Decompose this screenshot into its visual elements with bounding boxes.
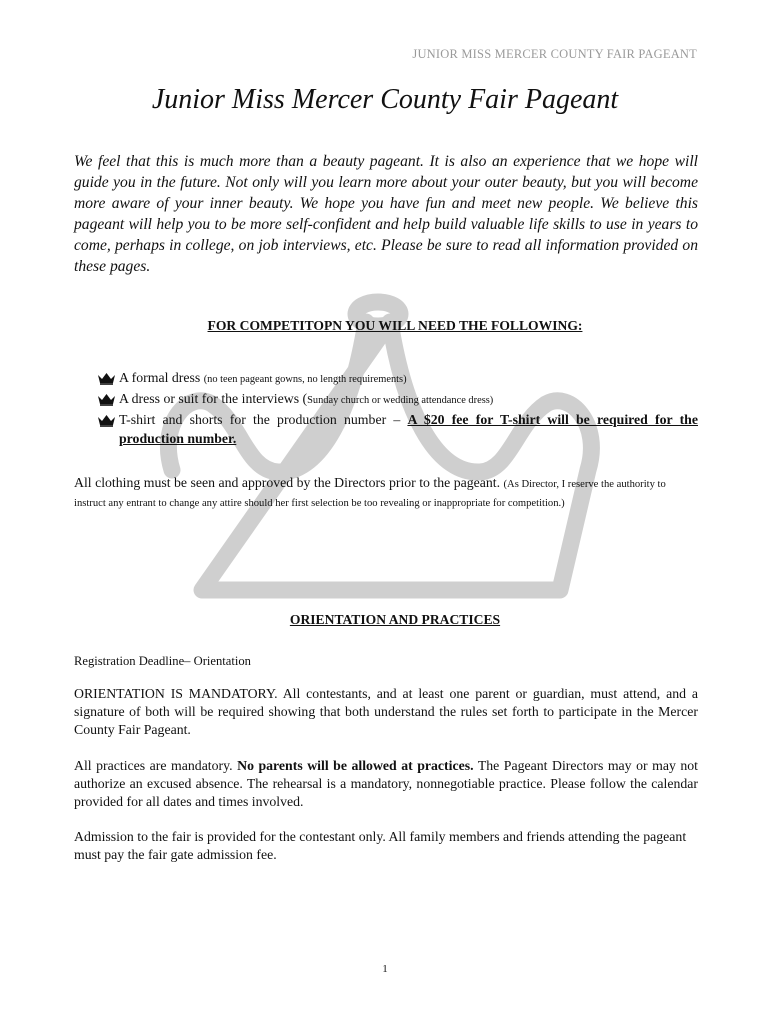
item-note: (no teen pageant gowns, no length requirements) xyxy=(203,374,407,385)
item-text: T-shirt and shorts for the production number – xyxy=(119,412,408,427)
clothing-main: All clothing must be seen and approved by the Directors prior to the pageant. xyxy=(74,475,504,490)
requirements-list xyxy=(96,368,698,448)
practices-bold: No parents will be allowed at practices. xyxy=(237,758,474,773)
crown-icon xyxy=(97,414,116,427)
intro-paragraph: We feel that this is much more than a beauty pageant. It is also an experience that we hope will guide you in the future. Not only will you learn more about your outer beauty, but you will become more aware of your inner beauty. We hope you have fun and meet new people. We believe this pageant will help you to be more self-confident and help build valuable life skills to use in years to come, perhaps in college, on job interviews, etc. Please be sure to read all information provided on these pages. xyxy=(74,153,698,275)
clothing-paragraph xyxy=(74,474,698,512)
practices-lead: All practices are mandatory. xyxy=(74,758,238,773)
running-header: JUNIOR MISS MERCER COUNTY FAIR PAGEANT xyxy=(412,47,697,61)
crown-icon xyxy=(97,393,116,406)
practices-rest: The Pageant Directors may or may not authorize an excused absence. The rehearsal is a mandatory, nonnegotiable practice. Please follow the calendar provided for all dates and times involved. xyxy=(74,758,698,809)
orientation-heading: ORIENTATION AND PRACTICES xyxy=(289,612,501,627)
crown-watermark-icon xyxy=(150,292,610,622)
page-number: 1 xyxy=(382,963,388,975)
admission-paragraph: Admission to the fair is provided for the contestant only. All family members and friends attending the pageant must pay the fair gate admission fee. xyxy=(74,829,687,862)
item-text: A dress or suit for the interviews ( xyxy=(119,391,308,406)
competition-heading: FOR COMPETITOPN YOU WILL NEED THE FOLLOWING: xyxy=(207,318,583,333)
orientation-paragraph: ORIENTATION IS MANDATORY. All contestants, and at least one parent or guardian, must attend, and a signature of both will be required showing that both understand the rules set forth to participate in the Mercer County Fair Pageant. xyxy=(74,686,698,737)
fee-notice: A $20 fee for T-shirt will be required for the production number. xyxy=(119,412,698,446)
item-text: A formal dress xyxy=(119,370,204,385)
clothing-note: (As Director, I reserve the authority to instruct any entrant to change any attire should her first selection be too revealing or inappropriate for competition.) xyxy=(74,479,666,509)
list-item xyxy=(96,410,698,448)
item-note: Sunday church or wedding attendance dress) xyxy=(307,395,494,406)
practices-paragraph xyxy=(74,757,698,811)
page-title: Junior Miss Mercer County Fair Pageant xyxy=(151,84,619,115)
list-item xyxy=(96,389,698,410)
list-item xyxy=(96,368,698,389)
registration-deadline: Registration Deadline– Orientation xyxy=(74,654,251,668)
crown-icon xyxy=(97,372,116,385)
